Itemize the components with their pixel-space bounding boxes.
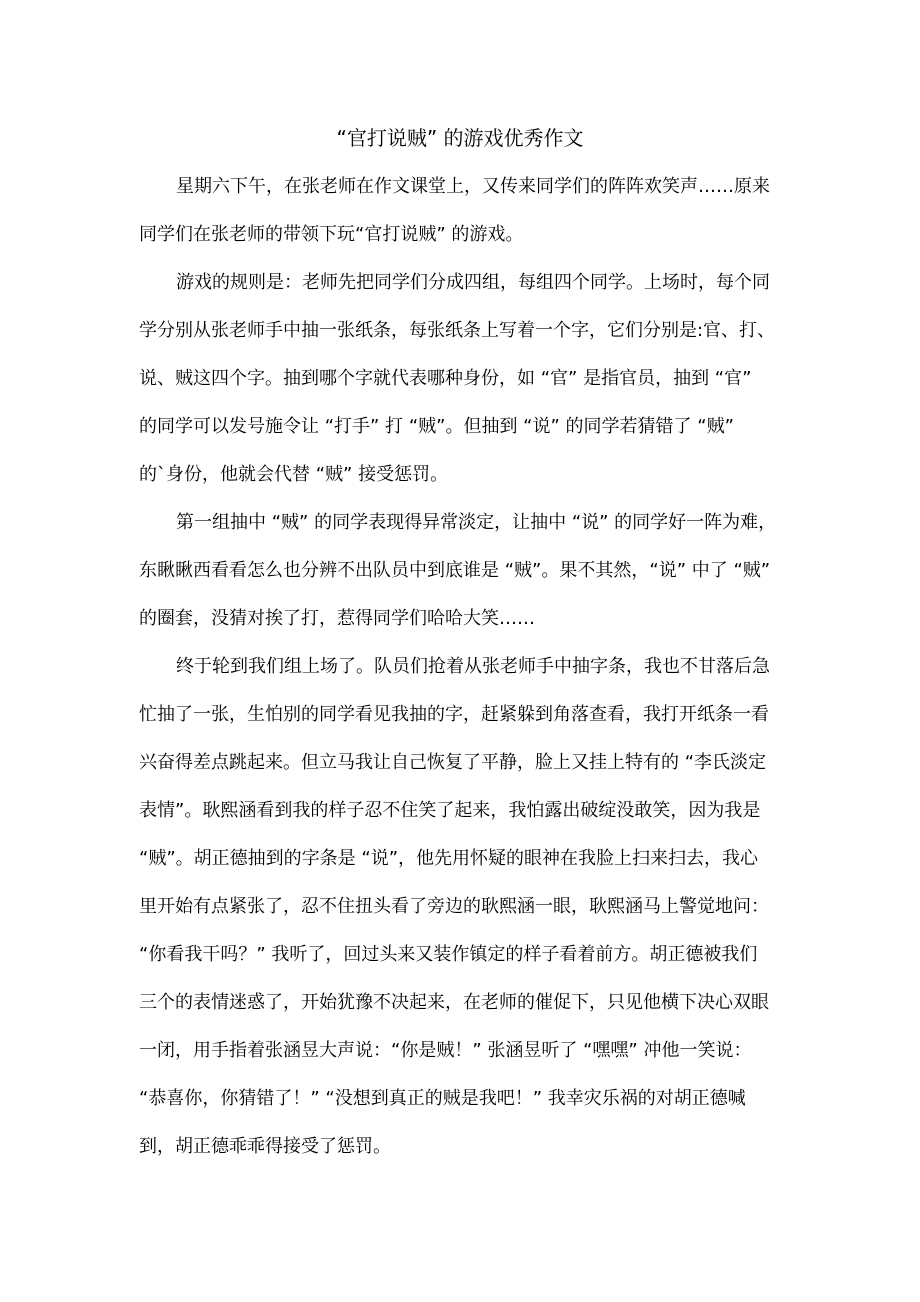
paragraph-1-line-2: 同学们在张老师的带领下玩“官打说贼” 的游戏。 — [139, 224, 524, 245]
paragraph-2-line-5: 的`身份，他就会代替 “贼” 接受惩罚。 — [139, 464, 449, 485]
document-title: “官打说贼” 的游戏优秀作文 — [336, 126, 584, 150]
paragraph-4-line-4: 表情”。耿熙涵看到我的样子忍不住笑了起来，我怕露出破绽没敢笑，因为我是 — [139, 800, 761, 821]
paragraph-4-line-8: 三个的表情迷惑了，开始犹豫不决起来，在老师的催促下，只见他横下决心双眼 — [139, 992, 769, 1013]
paragraph-4-line-7: “你看我干吗？” 我听了，回过头来又装作镇定的样子看着前方。胡正德被我们 — [139, 944, 758, 965]
paragraph-4-line-1: 终于轮到我们组上场了。队员们抢着从张老师手中抽字条，我也不甘落后急 — [176, 656, 770, 677]
paragraph-3-line-3: 的圈套，没猜对挨了打，惹得同学们哈哈大笑…… — [139, 608, 535, 629]
paragraph-4-line-11: 到，胡正德乖乖得接受了惩罚。 — [139, 1136, 391, 1157]
paragraph-4-line-9: 一闭，用手指着张涵昱大声说：“你是贼！” 张涵昱听了 “嘿嘿” 冲他一笑说： — [139, 1040, 752, 1061]
paragraph-3-line-2: 东瞅瞅西看看怎么也分辨不出队员中到底谁是 “贼”。果不其然，“说” 中了 “贼” — [139, 560, 771, 581]
paragraph-4-line-3: 兴奋得差点跳起来。但立马我让自己恢复了平静，脸上又挂上特有的 “李氏淡定 — [139, 752, 767, 773]
paragraph-4-line-6: 里开始有点紧张了，忍不住扭头看了旁边的耿熙涵一眼，耿熙涵马上警觉地问： — [139, 896, 769, 917]
paragraph-1-line-1: 星期六下午，在张老师在作文课堂上，又传来同学们的阵阵欢笑声……原来 — [176, 176, 770, 197]
paragraph-4-line-10: “恭喜你，你猜错了！” “没想到真正的贼是我吧！” 我幸灾乐祸的对胡正德喊 — [139, 1088, 746, 1109]
paragraph-4-line-5: “贼”。胡正德抽到的字条是 “说”，他先用怀疑的眼神在我脸上扫来扫去，我心 — [139, 848, 759, 869]
paragraph-4-line-2: 忙抽了一张，生怕别的同学看见我抽的字，赶紧躲到角落查看，我打开纸条一看 — [139, 704, 769, 725]
paragraph-2-line-3: 说、贼这四个字。抽到哪个字就代表哪种身份，如 “官” 是指官员，抽到 “官” — [139, 368, 752, 389]
paragraph-2-line-4: 的同学可以发号施令让 “打手” 打 “贼”。但抽到 “说” 的同学若猜错了 “贼” — [139, 416, 734, 437]
paragraph-2-line-1: 游戏的规则是：老师先把同学们分成四组，每组四个同学。上场时，每个同 — [176, 272, 770, 293]
paragraph-3-line-1: 第一组抽中 “贼” 的同学表现得异常淡定，让抽中 “说” 的同学好一阵为难， — [176, 512, 777, 533]
paragraph-2-line-2: 学分别从张老师手中抽一张纸条，每张纸条上写着一个字，它们分别是:官、打、 — [139, 320, 776, 341]
